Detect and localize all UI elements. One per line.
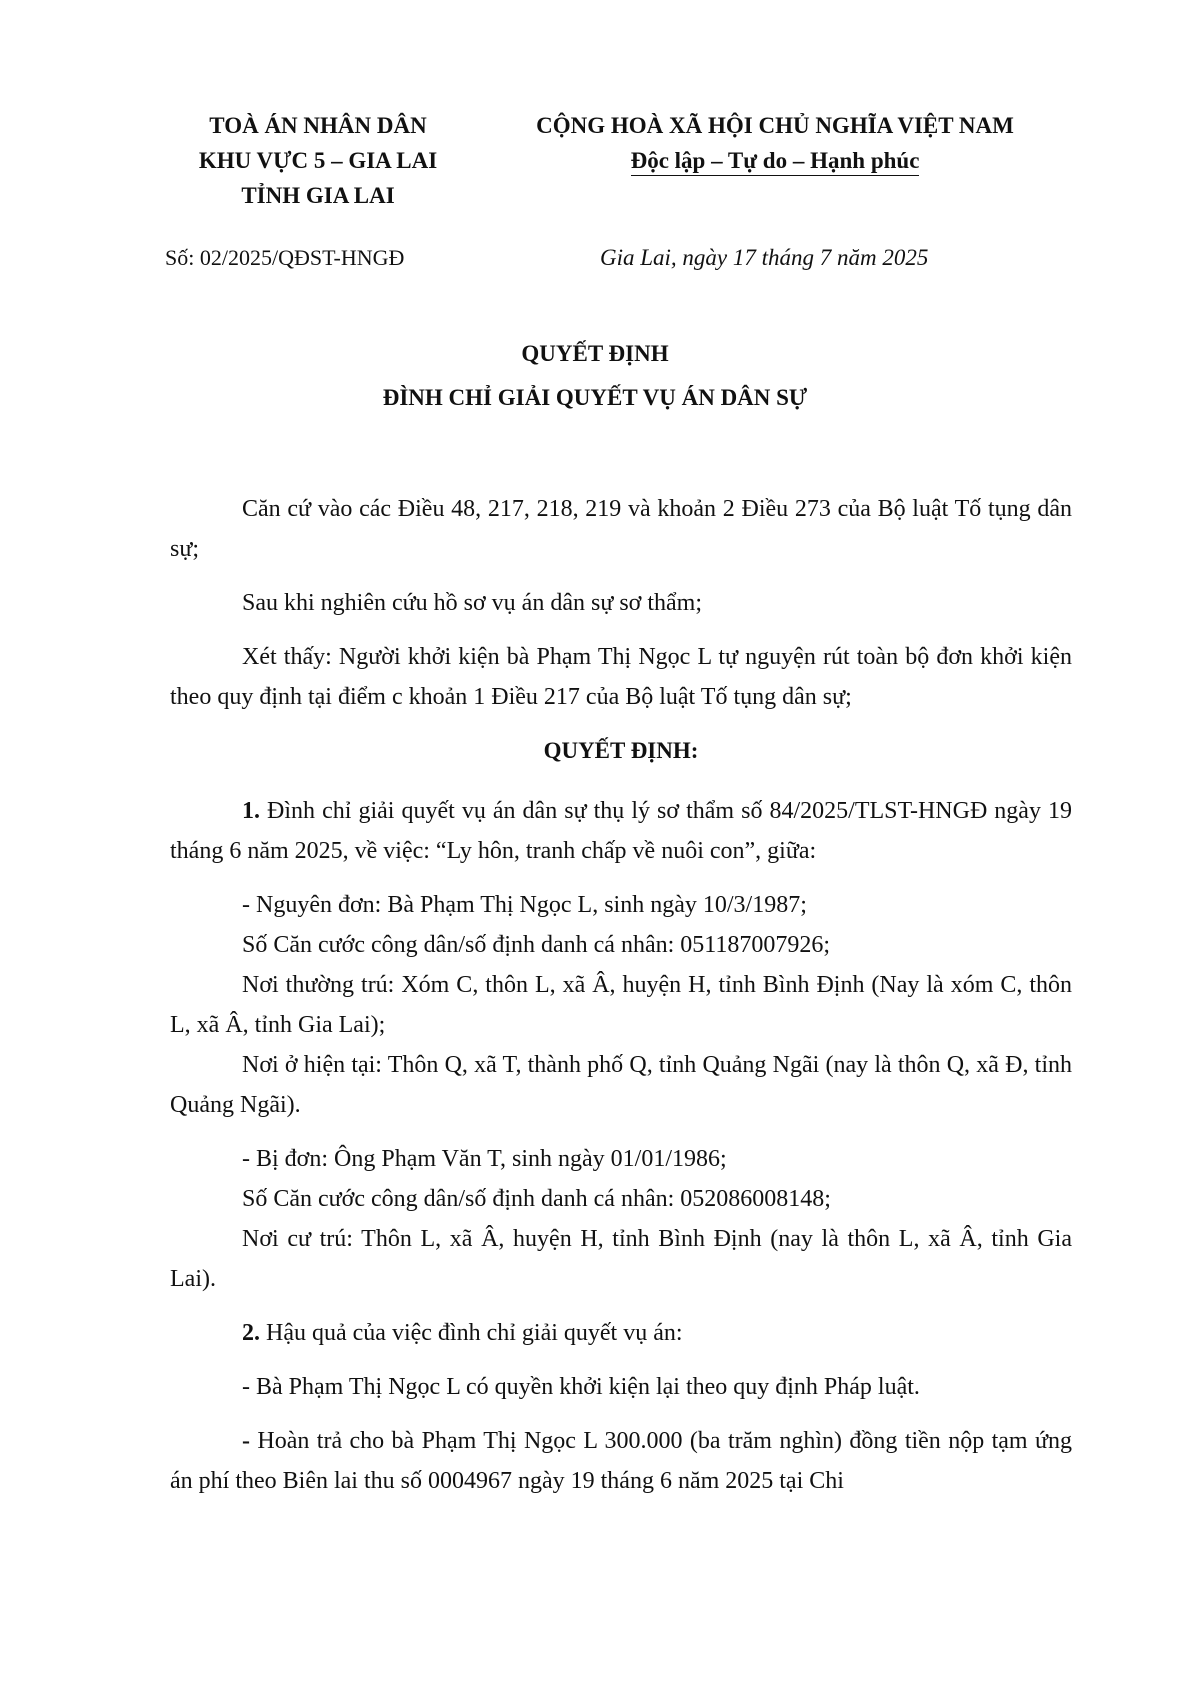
legal-basis-paragraph: Căn cứ vào các Điều 48, 217, 218, 219 và khoản 2 Điều 273 của Bộ luật Tố tụng dân sự; [170, 496, 1072, 562]
defendant-line: - Bị đơn: Ông Phạm Văn T, sinh ngày 01/01/1986; [242, 1146, 727, 1172]
item-1-text: Đình chỉ giải quyết vụ án dân sự thụ lý sơ thẩm số 84/2025/TLST-HNGĐ ngày 19 tháng 6 năm 2025, về việc: “Ly hôn, tranh chấp về nuôi con”, giữa: [170, 798, 1072, 864]
item-2-text: Hậu quả của việc đình chỉ giải quyết vụ án: [266, 1320, 683, 1346]
national-header-block [485, 108, 1065, 178]
court-name-block [168, 108, 468, 213]
document-number: Số: 02/2025/QĐST-HNGĐ [165, 245, 405, 270]
court-name-line-1: TOÀ ÁN NHÂN DÂN [209, 113, 427, 138]
motto-text: Độc lập – Tự do – Hạnh phúc [630, 148, 920, 173]
item-1-number: 1. [242, 798, 260, 824]
consequence-1: - Bà Phạm Thị Ngọc L có quyền khởi kiện lại theo quy định Pháp luật. [242, 1374, 920, 1400]
document-subtitle: ĐÌNH CHỈ GIẢI QUYẾT VỤ ÁN DÂN SỰ [382, 385, 808, 410]
place-and-date: Gia Lai, ngày 17 tháng 7 năm 2025 [600, 245, 929, 270]
decision-item-2 [170, 1313, 1072, 1353]
plaintiff-residence-line: Nơi thường trú: Xóm C, thôn L, xã Â, huyện H, tỉnh Bình Định (Nay là xóm C, thôn L, xã Â, tỉnh Gia Lai); [170, 972, 1072, 1038]
document-title: QUYẾT ĐỊNH [521, 341, 669, 366]
item-2-number: 2. [242, 1320, 260, 1346]
decision-heading: QUYẾT ĐỊNH: [543, 738, 699, 763]
plaintiff-id-line: Số Căn cước công dân/số định danh cá nhân: 051187007926; [242, 932, 831, 958]
decision-item-1 [170, 791, 1072, 871]
plaintiff-line: - Nguyên đơn: Bà Phạm Thị Ngọc L, sinh ngày 10/3/1987; [242, 892, 807, 918]
plaintiff-current-address-line: Nơi ở hiện tại: Thôn Q, xã T, thành phố Q, tỉnh Quảng Ngãi (nay là thôn Q, xã Đ, tỉnh Quảng Ngãi). [170, 1052, 1072, 1118]
study-paragraph: Sau khi nghiên cứu hồ sơ vụ án dân sự sơ thẩm; [242, 590, 703, 616]
national-motto [631, 143, 920, 178]
consequence-2 [170, 1421, 1072, 1501]
motto-underline [631, 175, 920, 176]
defendant-residence-line: Nơi cư trú: Thôn L, xã Â, huyện H, tỉnh Bình Định (nay là thôn L, xã Â, tỉnh Gia Lai). [170, 1226, 1072, 1292]
country-name: CỘNG HOÀ XÃ HỘI CHỦ NGHĨA VIỆT NAM [536, 113, 1014, 138]
court-name-line-2: KHU VỰC 5 – GIA LAI [198, 148, 438, 173]
court-name-line-3: TỈNH GIA LAI [241, 183, 395, 208]
defendant-id-line: Số Căn cước công dân/số định danh cá nhân: 052086008148; [242, 1186, 831, 1212]
consequence-2-text: Hoàn trả cho bà Phạm Thị Ngọc L 300.000 (ba trăm nghìn) đồng tiền nộp tạm ứng án phí theo Biên lai thu số 0004967 ngày 19 tháng 6 năm 2025 tại Chi [170, 1428, 1073, 1494]
consequence-2-dash: - [242, 1428, 250, 1454]
document-body [170, 489, 1072, 1515]
consideration-paragraph: Xét thấy: Người khởi kiện bà Phạm Thị Ngọc L tự nguyện rút toàn bộ đơn khởi kiện theo quy định tại điểm c khoản 1 Điều 217 của Bộ luật Tố tụng dân sự; [170, 644, 1072, 710]
